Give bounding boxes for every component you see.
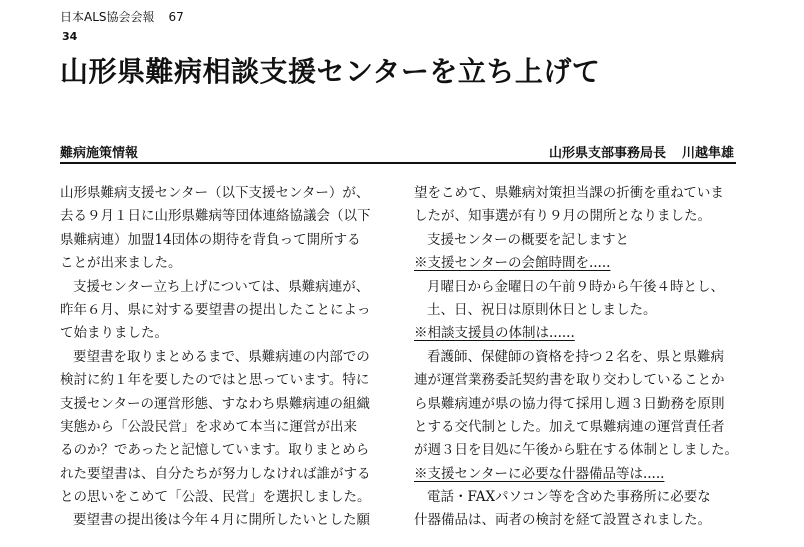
- body-line: 電話・FAXパソコン等を含めた事務所に必要な: [427, 489, 711, 506]
- body-line: との思いをこめて「公設、民営」を選択しました。: [60, 489, 371, 506]
- body-line: 連が運営業務委託契約書を取り交わしていることか: [414, 372, 725, 389]
- subheading-equipment: [414, 463, 736, 486]
- subheading-text: ※支援センターの会館時間を.....: [414, 255, 611, 272]
- page-number: 34: [62, 30, 78, 43]
- body-line: ら県難病連が県の協力得て採用し週３日勤務を原則: [414, 395, 725, 412]
- section-label: 難病施策情報: [60, 146, 139, 161]
- body-line: ことが出来ました。: [60, 255, 182, 272]
- body-line: 看護師、保健師の資格を持つ２名を、県と県難病: [427, 348, 724, 365]
- body-column-right: [414, 182, 736, 533]
- body-line: 支援センター立ち上げについては、県難病連が、: [73, 278, 370, 295]
- body-line: 支援センターの概要を記しますと: [427, 231, 629, 248]
- issue-number: 67: [168, 10, 184, 24]
- body-line: 検討に約１年を要したのではと思っています。特に: [60, 372, 370, 389]
- subheading-text: ※支援センターに必要な什器備品等は.....: [414, 465, 665, 482]
- author-byline: [549, 142, 734, 161]
- body-line: 支援センターの運営形態、すなわち県難病連の組織: [60, 395, 370, 412]
- author-title: 山形県支部事務局長: [548, 146, 666, 161]
- publication-name: 日本ALS協会会報: [60, 10, 155, 24]
- body-line: 山形県難病支援センター（以下支援センター）が、: [60, 185, 370, 201]
- body-column-left: [60, 182, 382, 533]
- body-line: 望をこめて、県難病対策担当課の折衝を重ねていま: [414, 185, 724, 201]
- body-line: 昨年６月、県に対する要望書の提出したことによっ: [60, 301, 371, 318]
- body-line: 什器備品は、両者の検討を経て設置されました。: [414, 512, 711, 529]
- body-line: 要望書を取りまとめるまで、県難病連の内部での: [73, 348, 370, 365]
- subheading-staff: [414, 322, 736, 345]
- body-line: 県難病連）加盟14団体の期待を背負って開所する: [60, 231, 361, 248]
- body-line: 去る９月１日に山形県難病等団体連絡協議会（以下: [60, 208, 371, 225]
- body-line: が週３日を目処に午後から駐在する体制としました。: [414, 442, 738, 459]
- body-line: れた要望書は、自分たちが努力しなければ誰がする: [60, 465, 371, 482]
- body-line: るのか？であったと記憶しています。取りまとめら: [60, 442, 370, 459]
- publication-header: [60, 10, 184, 25]
- body-line: 要望書の提出後は今年４月に開所したいとした願: [73, 512, 370, 529]
- author-name: 川越隼雄: [681, 146, 734, 161]
- body-line: 月曜日から金曜日の午前９時から午後４時とし、: [427, 278, 724, 295]
- subheading-text: ※相談支援員の体制は......: [414, 325, 575, 342]
- section-header: [60, 140, 736, 164]
- body-line: 土、日、祝日は原則休日としました。: [427, 301, 657, 318]
- body-line: て始まりました。: [60, 325, 168, 342]
- article-title: 山形県難病相談支援センターを立ち上げて: [60, 55, 601, 88]
- body-line: したが、知事選が有り９月の開所となりました。: [414, 208, 711, 225]
- body-line: とする交代制とした。加えて県難病連の運営責任者: [414, 418, 725, 435]
- subheading-hours: [414, 252, 736, 275]
- body-line: 実態から「公設民営」を求めて本当に運営が出来: [60, 418, 357, 435]
